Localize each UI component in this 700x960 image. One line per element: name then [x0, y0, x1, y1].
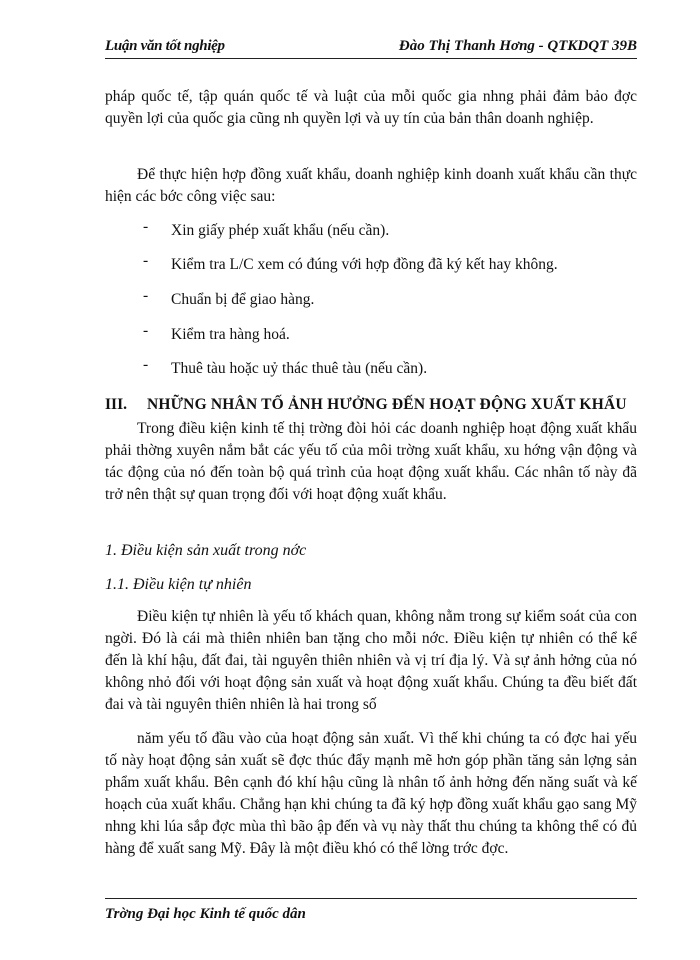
bullet-dash: - [143, 218, 149, 235]
page-footer: Trờng Đại học Kinh tế quốc dân [105, 906, 306, 922]
page-header [105, 34, 637, 56]
section-number: III. [105, 396, 127, 413]
list-item-text: Kiểm tra L/C xem có đúng với hợp đồng đã ký kết hay không. [171, 256, 558, 273]
bullet-dash: - [143, 252, 149, 269]
section-title: NHỮNG NHÂN TỐ ẢNH HƯỞNG ĐẾN HOẠT ĐỘNG XUẤT KHẨU [147, 396, 627, 413]
list-item-text: Chuẩn bị để giao hàng. [171, 291, 315, 308]
footer-rule [105, 898, 637, 899]
bullet-dash: - [143, 322, 149, 339]
bullet-dash: - [143, 287, 149, 304]
paragraph-3: Trong điều kiện kinh tế thị trờng đòi hỏi các doanh nghiệp hoạt động xuất khẩu phải thờng xuyên nắm bắt các yếu tố của môi trờng xuất khẩu, xu hớng vận động và tác động của nó đến toàn bộ quá trình của hoạt động xuất khẩu. Các nhân tố này đã trở nên thật sự quan trọng đối với hoạt động xuất khẩu. [105, 420, 637, 503]
header-author: Đào Thị Thanh Hơng - QTKDQT 39B [398, 38, 637, 54]
list-item-text: Thuê tàu hoặc uỷ thác thuê tàu (nếu cần). [171, 360, 428, 377]
subsection-heading: 1. Điều kiện sản xuất trong nớc [105, 542, 307, 559]
bullet-dash: - [143, 356, 149, 373]
paragraph-5: năm yếu tố đầu vào của hoạt động sản xuất. Vì thế khi chúng ta có đợc hai yếu tố này hoạt động sản xuất sẽ đợc thúc đẩy mạnh mẽ hơn góp phần tăng sản lợng sản phẩm xuất khẩu. Bên cạnh đó khí hậu cũng là nhân tố ảnh hởng đến năng suất và kế hoạch của xuất khẩu. Chẳng hạn khi chúng ta đã ký hợp đồng xuất khẩu gạo sang Mỹ nhng khi lúa sắp đợc mùa thì bão ập đến và vụ này thất thu chúng ta không thể có đủ hàng để xuất sang Mỹ. Đây là một điều khó có thể lờng trớc đợc. [105, 730, 637, 857]
header-rule [105, 58, 637, 59]
list-item-text: Kiểm tra hàng hoá. [171, 326, 290, 343]
paragraph-4: Điều kiện tự nhiên là yếu tố khách quan, không nằm trong sự kiểm soát của con ngời. Đó là cái mà thiên nhiên ban tặng cho mỗi nớc. Điều kiện tự nhiên có thể kể đến là khí hậu, đất đai, tài nguyên thiên nhiên và vị trí địa lý. Và sự ảnh hởng của nó không nhỏ đối với hoạt động sản xuất và hoạt động xuất khẩu. Chúng ta đều biết đất đai và tài nguyên thiên nhiên là hai trong số [105, 608, 637, 713]
paragraph-1: pháp quốc tế, tập quán quốc tế và luật của mỗi quốc gia nhng phải đảm bảo đợc quyền lợi của quốc gia cũng nh quyền lợi và uy tín của bản thân doanh nghiệp. [105, 88, 637, 127]
list-item-text: Xin giấy phép xuất khẩu (nếu cần). [171, 222, 390, 239]
paragraph-2: Để thực hiện hợp đồng xuất khẩu, doanh nghiệp kinh doanh xuất khẩu cần thực hiện các bớc công việc sau: [105, 166, 637, 205]
subsection-heading: 1.1. Điều kiện tự nhiên [105, 576, 252, 593]
header-thesis-title: Luận văn tốt nghiệp [105, 38, 225, 54]
